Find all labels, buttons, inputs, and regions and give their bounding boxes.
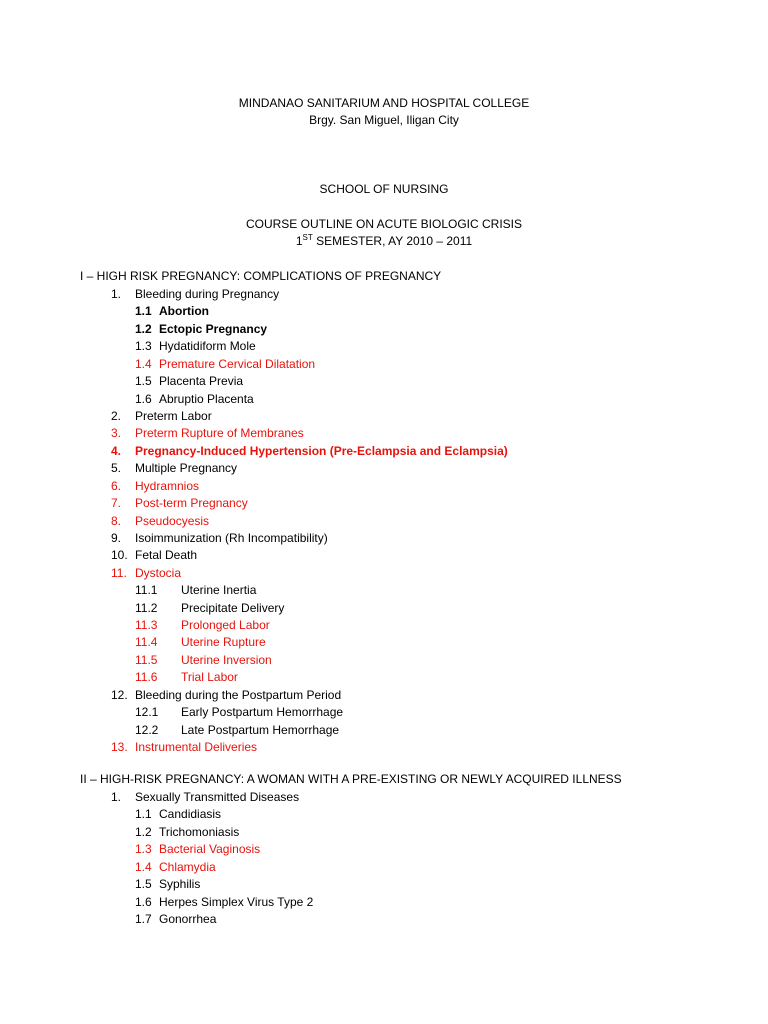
outline-item-number: 11.1	[135, 583, 158, 598]
outline-item	[111, 443, 508, 459]
outline-item	[135, 911, 216, 927]
outline-item	[111, 286, 279, 302]
outline-item-label: Herpes Simplex Virus Type 2	[159, 894, 314, 909]
outline-item-label: Chlamydia	[159, 859, 216, 874]
outline-item	[111, 687, 341, 703]
outline-item-number: 1.3	[135, 842, 152, 857]
college-address: Brgy. San Miguel, Iligan City	[309, 113, 459, 127]
course-title: COURSE OUTLINE ON ACUTE BIOLOGIC CRISIS	[245, 217, 523, 231]
outline-item-number: 1.1	[135, 304, 152, 319]
outline-item-number: 1.	[111, 790, 122, 804]
outline-item-number: 1.3	[135, 339, 152, 354]
outline-item-label: Preterm Labor	[135, 408, 212, 423]
outline-item-label: Abortion	[159, 304, 209, 319]
outline-item-label: Gonorrhea	[159, 911, 217, 926]
outline-item-label: Trial Labor	[181, 670, 238, 685]
outline-item-label: Multiple Pregnancy	[135, 461, 238, 476]
outline-item-number: 1.4	[135, 356, 152, 371]
outline-item	[135, 600, 284, 616]
outline-item	[135, 652, 272, 668]
outline-item-label: Syphilis	[159, 877, 201, 892]
outline-item-number: 2.	[111, 408, 122, 423]
outline-item-number: 1.2	[135, 321, 152, 336]
outline-item	[111, 530, 328, 546]
outline-item	[135, 303, 209, 319]
outline-item-number: 1.	[111, 287, 122, 301]
outline-item	[111, 460, 237, 476]
outline-item-number: 1.4	[135, 859, 152, 874]
outline-item	[135, 806, 221, 822]
outline-item-label: Hydramnios	[135, 478, 200, 493]
outline-item-label: Uterine Inertia	[181, 583, 257, 598]
outline-item-label: Dystocia	[135, 565, 182, 580]
outline-item	[111, 547, 197, 563]
outline-item-number: 1.2	[135, 824, 152, 839]
outline-item	[135, 356, 315, 372]
outline-item-label: Pregnancy-Induced Hypertension (Pre-Eclampsia and Eclampsia)	[135, 443, 508, 458]
outline-item	[135, 321, 267, 337]
outline-item	[135, 859, 216, 875]
outline-item	[111, 513, 209, 529]
outline-item-number: 12.	[111, 687, 128, 702]
semester-line	[0, 233, 768, 249]
outline-item-label: Candidiasis	[159, 807, 222, 822]
outline-item-label: Fetal Death	[135, 548, 198, 563]
outline-item-number: 5.	[111, 461, 122, 476]
outline-item-label: Bleeding during Pregnancy	[135, 287, 280, 301]
outline-item-label: Post-term Pregnancy	[135, 496, 248, 510]
outline-item	[111, 565, 181, 581]
outline-item	[135, 391, 254, 407]
outline-item-label: Pseudocyesis	[135, 513, 210, 528]
outline-item-label: Instrumental Deliveries	[135, 739, 258, 754]
outline-item	[135, 582, 256, 598]
outline-item	[135, 338, 256, 354]
outline-item	[135, 634, 266, 650]
outline-item-number: 1.6	[135, 894, 152, 909]
outline-item	[111, 425, 304, 441]
outline-item-number: 4.	[111, 443, 122, 458]
semester-number: 1	[295, 234, 303, 248]
semester-text: SEMESTER, AY 2010 – 2011	[312, 234, 473, 248]
outline-item-label: Placenta Previa	[159, 374, 244, 389]
outline-item-label: Sexually Transmitted Diseases	[135, 790, 300, 804]
outline-item	[111, 789, 299, 805]
college-name: MINDANAO SANITARIUM AND HOSPITAL COLLEGE	[238, 96, 530, 110]
outline-item-label: Trichomoniasis	[159, 824, 240, 839]
outline-item-number: 1.6	[135, 391, 152, 406]
outline-item-number: 11.4	[135, 635, 158, 650]
school-name: SCHOOL OF NURSING	[319, 182, 449, 196]
outline-item-number: 12.2	[135, 722, 159, 737]
semester-superscript: ST	[302, 233, 313, 242]
outline-item-number: 7.	[111, 496, 122, 510]
outline-item-number: 11.6	[135, 670, 158, 685]
section-title: I – HIGH RISK PREGNANCY: COMPLICATIONS OF PREGNANCY	[80, 269, 442, 283]
outline-item	[135, 617, 270, 633]
outline-item	[135, 824, 239, 840]
outline-item-label: Bleeding during the Postpartum Period	[135, 687, 342, 702]
outline-item-number: 11.2	[135, 600, 158, 615]
outline-item-label: Abruptio Placenta	[159, 391, 254, 406]
outline-item	[135, 841, 260, 857]
outline-item-label: Late Postpartum Hemorrhage	[181, 722, 340, 737]
outline-item-label: Uterine Rupture	[181, 635, 266, 650]
outline-item-number: 8.	[111, 513, 122, 528]
outline-item-label: Bacterial Vaginosis	[159, 842, 261, 857]
outline-item	[135, 722, 339, 738]
outline-item-number: 6.	[111, 478, 122, 493]
outline-item-label: Hydatidiform Mole	[159, 339, 256, 354]
outline-item-label: Isoimmunization (Rh Incompatibility)	[135, 530, 328, 545]
outline-item-label: Early Postpartum Hemorrhage	[181, 705, 344, 720]
outline-item	[135, 704, 343, 720]
outline-item	[111, 478, 199, 494]
outline-item-number: 12.1	[135, 705, 159, 720]
outline-item	[111, 739, 257, 755]
outline-item	[135, 894, 313, 910]
outline-item	[135, 373, 243, 389]
outline-item	[111, 408, 212, 424]
outline-item-number: 11.3	[135, 618, 158, 632]
outline-item-number: 1.5	[135, 374, 152, 389]
section-title: II – HIGH-RISK PREGNANCY: A WOMAN WITH A PRE-EXISTING OR NEWLY ACQUIRED ILLNESS	[80, 772, 622, 786]
outline-item-label: Precipitate Delivery	[181, 600, 285, 615]
outline-item	[135, 876, 200, 892]
outline-item-number: 11.	[111, 565, 127, 580]
outline-item-number: 11.5	[135, 652, 158, 667]
outline-item-label: Preterm Rupture of Membranes	[135, 426, 304, 441]
outline-item-number: 13.	[111, 739, 128, 754]
outline-item	[111, 495, 248, 511]
outline-item-number: 1.7	[135, 911, 152, 926]
outline-item-number: 3.	[111, 426, 122, 441]
outline-item-number: 9.	[111, 530, 122, 545]
outline-item-number: 10.	[111, 548, 128, 563]
outline-item-label: Premature Cervical Dilatation	[159, 356, 316, 371]
outline-item	[135, 669, 238, 685]
outline-item-number: 1.1	[135, 807, 152, 822]
outline-item-label: Uterine Inversion	[181, 652, 272, 667]
outline-item-number: 1.5	[135, 877, 152, 892]
outline-item-label: Prolonged Labor	[181, 618, 270, 632]
outline-item-label: Ectopic Pregnancy	[159, 321, 268, 336]
